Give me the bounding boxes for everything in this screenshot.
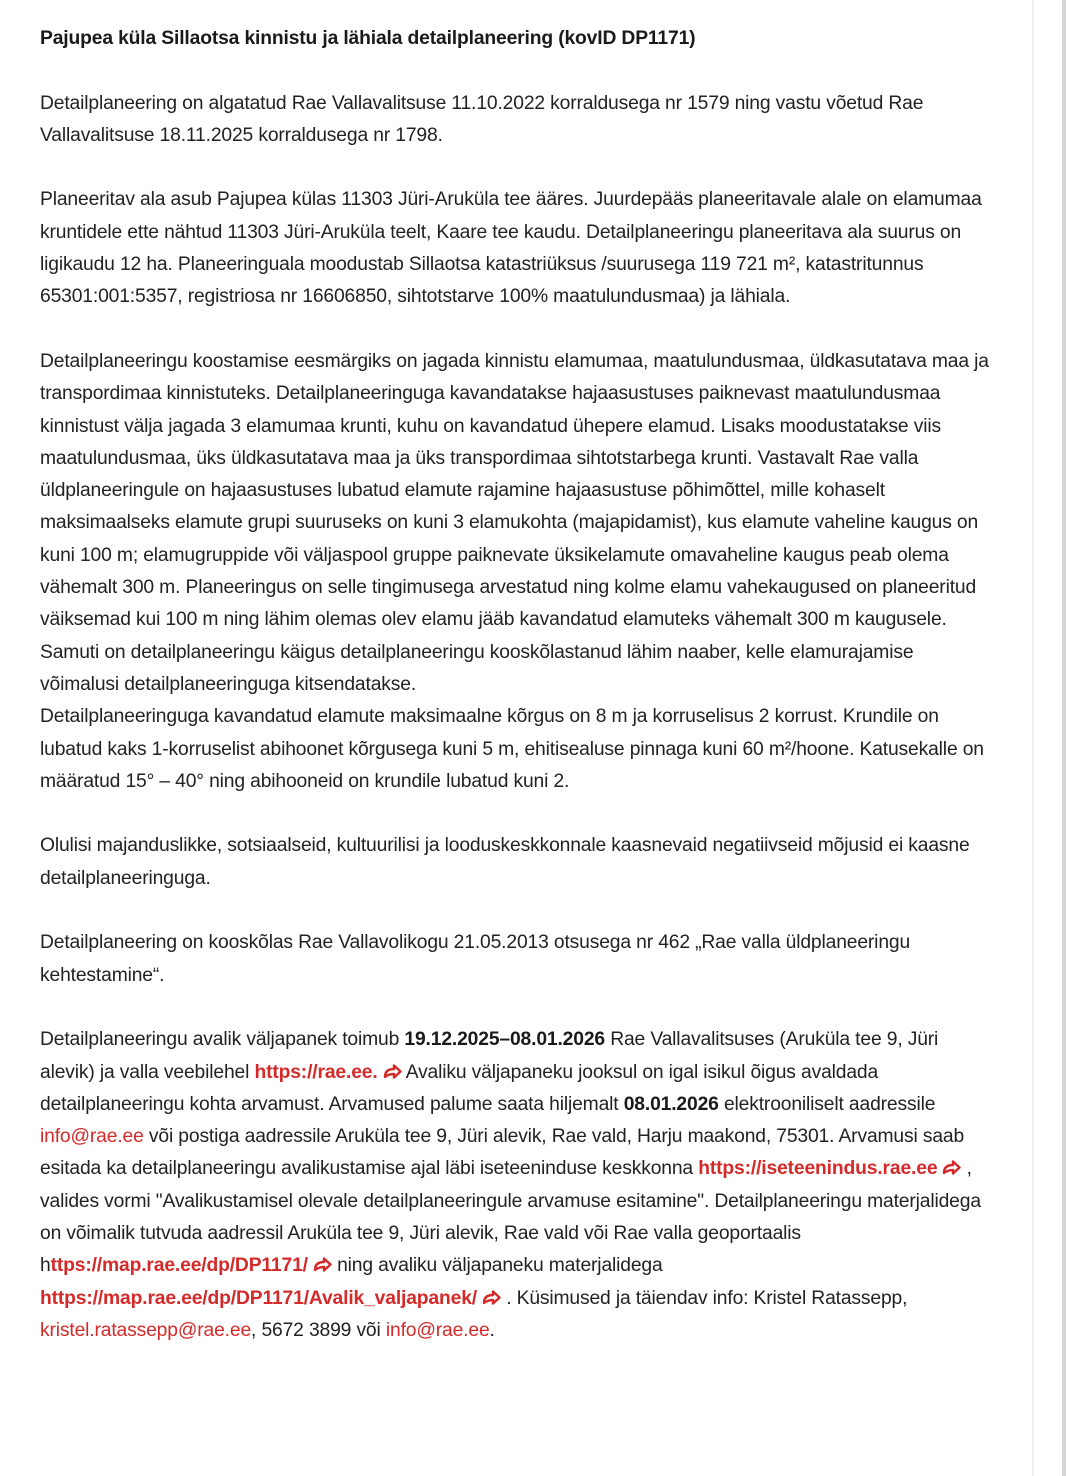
link-rae-website[interactable] (254, 1062, 401, 1083)
link-iseteenindus[interactable] (698, 1158, 961, 1179)
notice-text: Rae Vallavalitsuses (Aruküla tee 9, Jüri alevik) ja valla veebilehel (40, 1029, 939, 1083)
paragraph-location: Planeeritav ala asub Pajupea külas 11303 Jüri-Aruküla tee ääres. Juurdepääs planeeritavale alale on elamumaa kruntidele ette nähtud 11303 Jüri-Aruküla teelt, Kaare tee kaudu. Detailplaneeringu planeeritava ala suurus on ligikaudu 12 ha. Planeeringuala moodustab Sillaotsa katastriüksus /suurusega 119 721 m², katastritunnus 65301:001:5357, registriosa nr 16606850, sihtotstarve 100% maatulundusmaa) ja lähiala. (40, 189, 982, 308)
notice-text: elektrooniliselt aadressile (718, 1093, 936, 1115)
notice-text: , valides vormi "Avalikustamisel olevale detailplaneeringule arvamuse esitamine". Detailplaneeringu materjalidega on võimalik tutvuda aadressil Aruküla tee 9, Jüri alevik, Rae vald või Rae valla geoportaalis h (40, 1158, 981, 1277)
page-title: Pajupea küla Sillaotsa kinnistu ja lähiala detailplaneering (kovID DP1171) (40, 28, 696, 49)
article-body (40, 23, 990, 1379)
link-public-display-materials[interactable] (40, 1288, 501, 1309)
notice-text: ning avaliku väljapaneku materjalidega (331, 1255, 663, 1277)
link-rae-website-label: https://rae.ee. (254, 1061, 378, 1083)
scrollbar[interactable] (1062, 0, 1066, 1476)
link-iseteenindus-label: https://iseteenindus.rae.ee (698, 1158, 938, 1180)
external-link-arrow-icon (382, 1064, 402, 1080)
link-public-display-materials-label: https://map.rae.ee/dp/DP1171/Avalik_valjapanek/ (40, 1287, 477, 1309)
external-link-arrow-icon (312, 1257, 332, 1273)
paragraph-impacts: Olulisi majanduslikke, sotsiaalseid, kultuurilisi ja looduskeskkonnale kaasnevaid negatiivseid mõjusid ei kaasne detailplaneeringuga. (40, 835, 970, 889)
content-divider (1032, 0, 1034, 1476)
paragraph-purpose (40, 346, 990, 701)
notice-text: . (489, 1319, 495, 1341)
external-link-arrow-icon (481, 1290, 501, 1306)
link-geoportal-label: ttps://map.rae.ee/dp/DP1171/ (50, 1255, 308, 1277)
notice-text: Avaliku väljapaneku jooksul on igal isikul õigus avaldada detailplaneeringu kohta arvamust. Arvamused palume saata hiljemalt (40, 1061, 879, 1115)
paragraph-purpose-text: Detailplaneeringu koostamise eesmärgiks on jagada kinnistu elamumaa, maatulundusmaa, üldkasutatava maa ja transpordimaa kinnistuteks. Detailplaneeringuga kavandatakse hajaasustuses paiknevast maatulundusmaa kinnistust välja jagada 3 elamumaa krunti, kuhu on kavandatud ühepere elamud. Lisaks moodustatakse viis maatulundusmaa, üks üldkasutatava maa ja üks transpordimaa sihtotstarbega krunti. Vastavalt Rae valla üldplaneeringule on hajaasustuses lubatud elamute rajamine hajaasustuse põhimõttel, mille kohaselt maksimaalseks elamute grupi suuruseks on kuni 3 elamukohta (majapidamist), kus elamute vaheline kaugus on kuni 100 m; elamugruppide või väljaspool gruppe paiknevate üksikelamute omavaheline kaugus peab olema vähemalt 300 m. Planeeringus on selle tingimusega arvestatud ning kolme elamu vahekaugused on planeeritud väiksemad kui 100 m ning lähim olemas olev elamu jääb kavandatud elamuteks vähemalt 300 m kaugusele. Samuti on detailplaneeringu käigus detailplaneeringu kooskõlastanud lähim naaber, kelle elamurajamise võimalusi detailplaneeringuga kitsendatakse. (40, 350, 989, 695)
paragraph-compliance: Detailplaneering on kooskõlas Rae Vallavolikogu 21.05.2013 otsusega nr 462 „Rae valla üldplaneeringu kehtestamine“. (40, 932, 911, 986)
link-geoportal[interactable] (51, 1255, 332, 1276)
notice-text: või postiga aadressile Aruküla tee 9, Jüri alevik, Rae vald, Harju maakond, 75301. Arvamusi saab esitada ka detailplaneeringu avalikustamise ajal läbi iseteeninduse keskkonna (40, 1126, 965, 1180)
link-email-info-2[interactable]: info@rae.ee (385, 1319, 490, 1341)
notice-text: . Küsimused ja täiendav info: Kristel Ratassepp, (500, 1287, 908, 1309)
paragraph-public-display (40, 1024, 990, 1347)
notice-text: , 5672 3899 või (251, 1319, 386, 1341)
notice-text: Detailplaneeringu avalik väljapanek toimub (40, 1029, 405, 1051)
paragraph-initiation: Detailplaneering on algatatud Rae Vallavalitsuse 11.10.2022 korraldusega nr 1579 ning vastu võetud Rae Vallavalitsuse 18.11.2025 korraldusega nr 1798. (40, 92, 924, 146)
display-period: 19.12.2025–08.01.2026 (404, 1029, 605, 1051)
link-email-info[interactable]: info@rae.ee (40, 1126, 144, 1148)
feedback-deadline: 08.01.2026 (623, 1093, 719, 1115)
link-contact-email[interactable]: kristel.ratassepp@rae.ee (40, 1319, 252, 1341)
external-link-arrow-icon (941, 1160, 961, 1176)
paragraph-building-limits: Detailplaneeringuga kavandatud elamute maksimaalne kõrgus on 8 m ja korruselisus 2 korrust. Krundile on lubatud kaks 1-korruselist abihoonet kõrgusega kuni 5 m, ehitisealuse pinnaga kuni 60 m²/hoone. Katusekalle on määratud 15° – 40° ning abihooneid on krundile lubatud kuni 2. (40, 706, 984, 792)
